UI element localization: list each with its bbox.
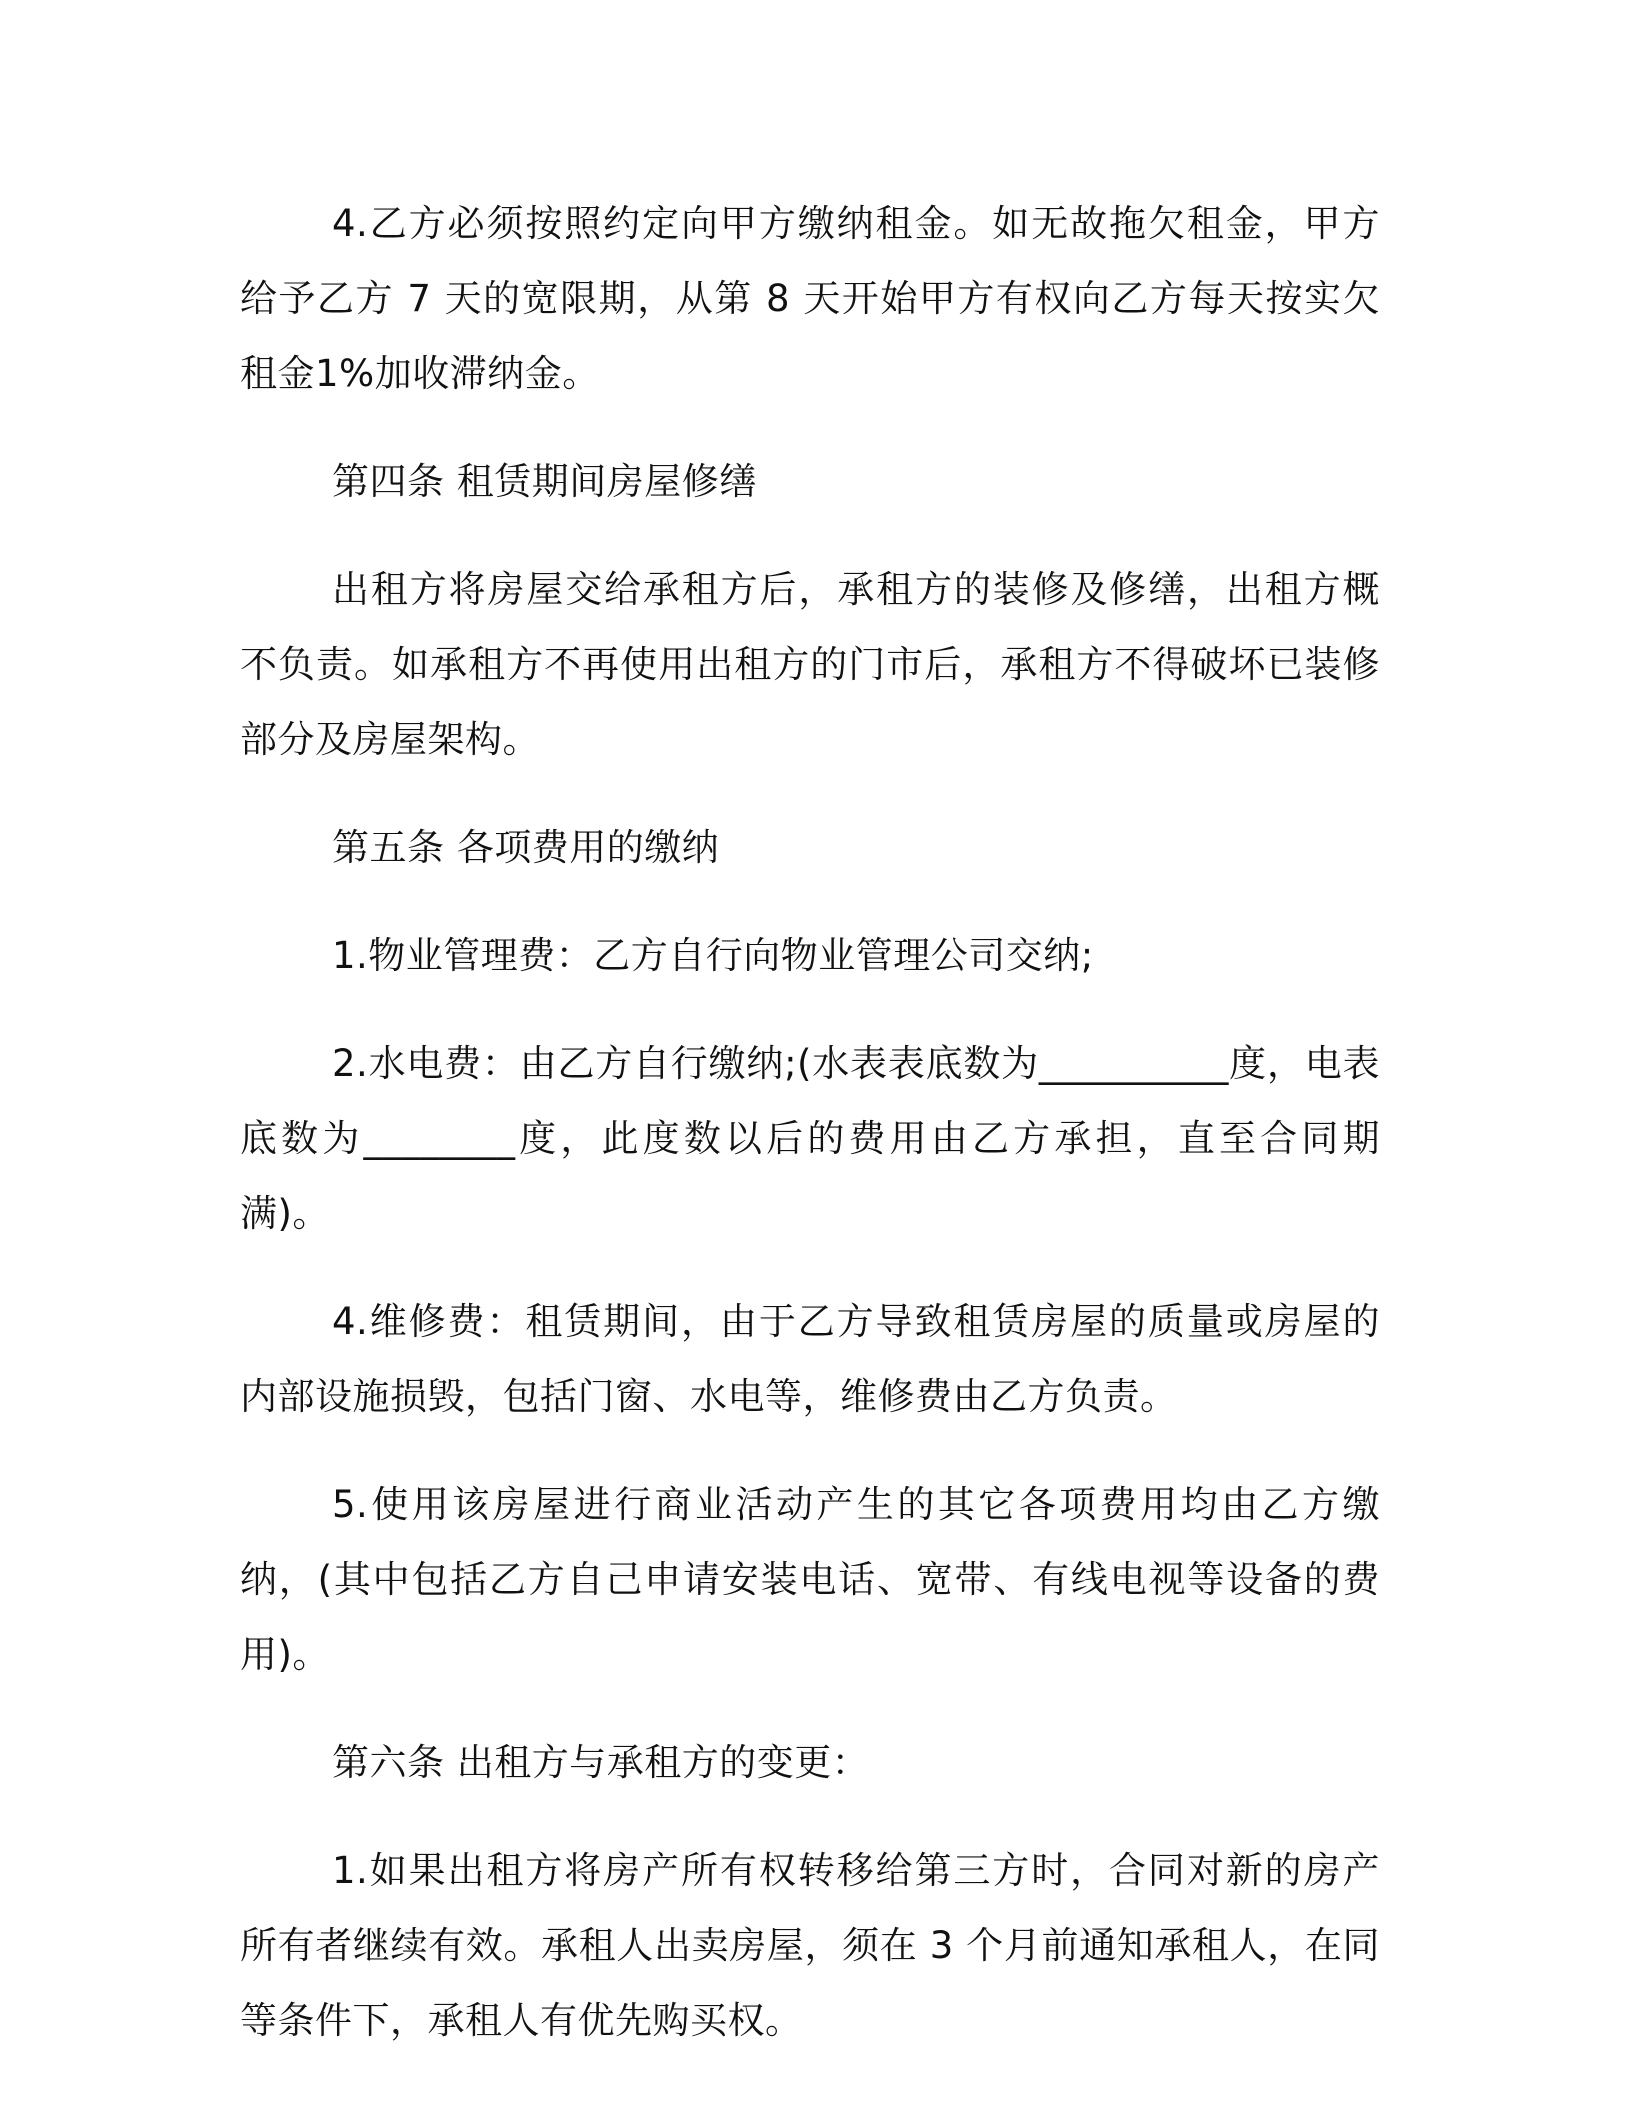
heading-article-six: 第六条 出租方与承租方的变更：: [332, 1741, 870, 1784]
paragraph-maintenance: 4.维修费：租赁期间，由于乙方导致租赁房屋的质量或房屋的内部设施损毁，包括门窗、水电等，维修费由乙方负责。: [240, 1300, 1380, 1418]
paragraph-repair: 出租方将房屋交给承租方后，承租方的装修及修缮，出租方概不负责。如承租方不再使用出租方的门市后，承租方不得破坏已装修部分及房屋架构。: [240, 568, 1380, 761]
heading-article-four: 第四条 租赁期间房屋修缮: [332, 460, 757, 503]
paragraph-rent-payment: 4.乙方必须按照约定向甲方缴纳租金。如无故拖欠租金，甲方给予乙方 7 天的宽限期，从第 8 天开始甲方有权向乙方每天按实欠租金1%加收滞纳金。: [240, 202, 1380, 395]
document-body: [240, 186, 1380, 2091]
paragraph-ownership-transfer: 1.如果出租方将房产所有权转移给第三方时，合同对新的房产所有者继续有效。承租人出卖房屋，须在 3 个月前通知承租人，在同等条件下，承租人有优先购买权。: [240, 1849, 1380, 2042]
paragraph-property-fee: 1.物业管理费：乙方自行向物业管理公司交纳;: [332, 934, 1094, 977]
paragraph-utilities: 2.水电费：由乙方自行缴纳;(水表表底数为__________度，电表底数为________度，此度数以后的费用由乙方承担，直至合同期满)。: [240, 1042, 1380, 1235]
heading-article-five: 第五条 各项费用的缴纳: [332, 826, 720, 869]
paragraph-other-fees: 5.使用该房屋进行商业活动产生的其它各项费用均由乙方缴纳，(其中包括乙方自己申请安装电话、宽带、有线电视等设备的费用)。: [240, 1483, 1380, 1676]
